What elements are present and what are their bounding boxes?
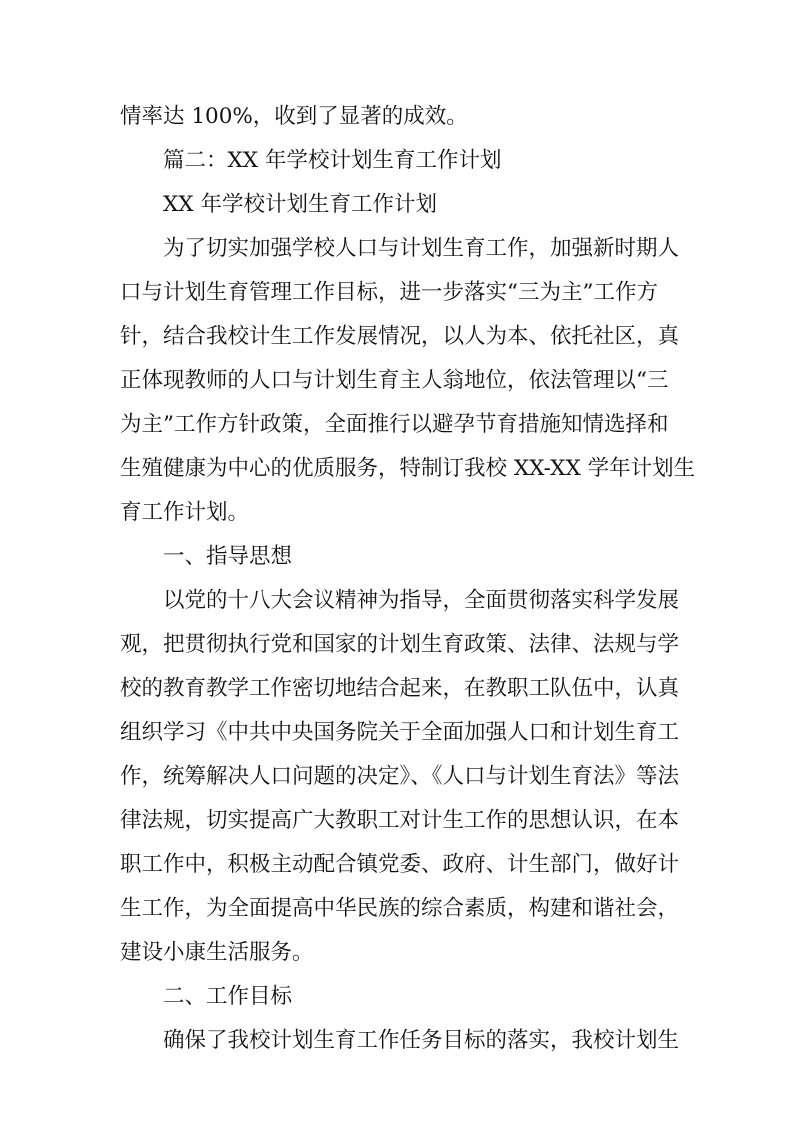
text-line: 以党的十八大会议精神为指导，全面贯彻落实科学发展	[163, 588, 680, 613]
text-line: 建设小康生活服务。	[120, 940, 314, 965]
document-body	[120, 95, 696, 1063]
text-line: 生工作，为全面提高中华民族的综合素质，构建和谐社会，	[120, 896, 680, 921]
text-line: 律法规，切实提高广大教职工对计生工作的思想认识，在本	[120, 808, 680, 833]
text-line: 作，统筹解决人口问题的决定》、《人口与计划生育法》等法	[120, 764, 680, 789]
text-line: 生殖健康为中心的优质服务，特制订我校 XX-XX 学年计划生	[120, 456, 696, 481]
text-line: 情率达 100%，收到了显著的成效。	[120, 104, 468, 129]
text-line: 正体现教师的人口与计划生育主人翁地位，依法管理以“三	[120, 368, 669, 393]
text-line: 针，结合我校计生工作发展情况，以人为本、依托社区，真	[120, 324, 680, 349]
article-title: XX 年学校计划生育工作计划	[163, 192, 437, 217]
text-line: 职工作中，积极主动配合镇党委、政府、计生部门，做好计	[120, 852, 680, 877]
text-line: 组织学习《中共中央国务院关于全面加强人口和计划生育工	[120, 720, 680, 745]
text-line: 为主”工作方针政策，全面推行以避孕节育措施知情选择和	[120, 412, 669, 437]
section-heading-work-goals: 二、工作目标	[163, 984, 293, 1009]
text-line: 口与计划生育管理工作目标，进一步落实“三为主”工作方	[120, 280, 658, 305]
text-line: 育工作计划。	[120, 500, 250, 525]
article-heading: 篇二：XX 年学校计划生育工作计划	[163, 148, 502, 173]
section-heading-guiding-ideology: 一、指导思想	[163, 544, 293, 569]
text-line: 确保了我校计划生育工作任务目标的落实，我校计划生	[163, 1028, 680, 1053]
text-line: 观，把贯彻执行党和国家的计划生育政策、法律、法规与学	[120, 632, 680, 657]
text-line: 校的教育教学工作密切地结合起来，在教职工队伍中，认真	[120, 676, 680, 701]
text-line: 为了切实加强学校人口与计划生育工作，加强新时期人	[163, 236, 680, 261]
